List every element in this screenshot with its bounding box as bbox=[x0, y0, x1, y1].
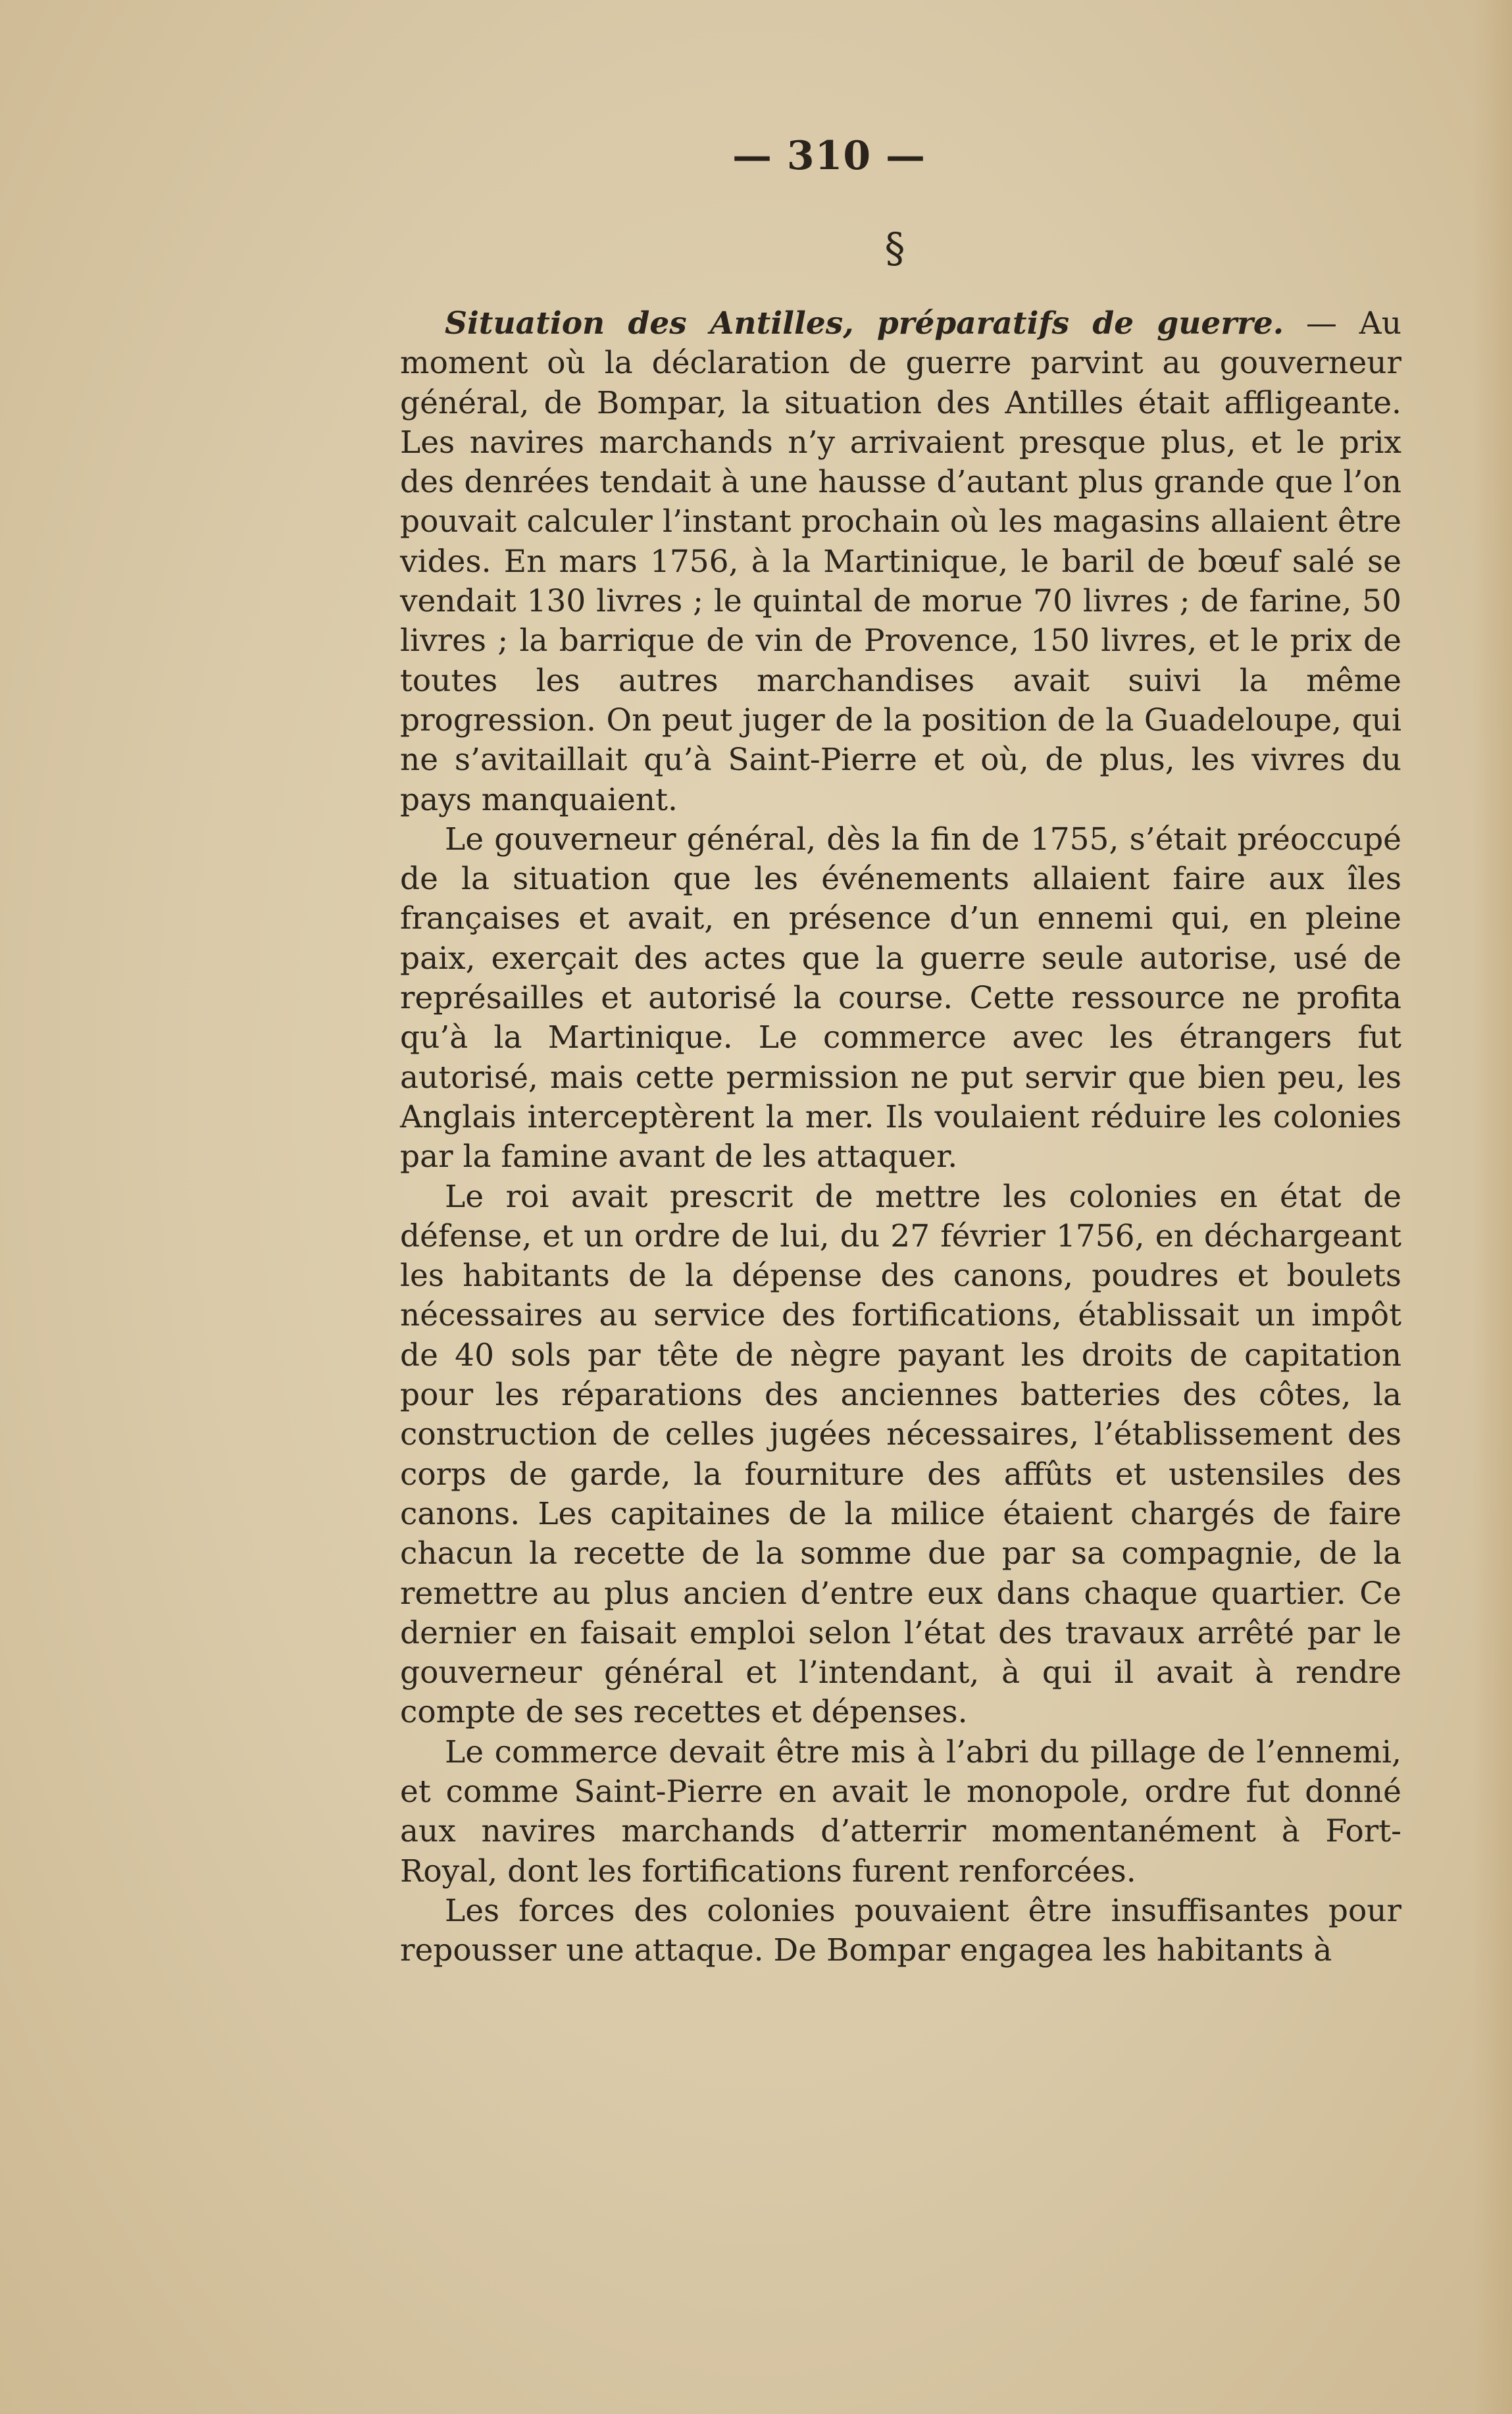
paragraph-2: Le gouverneur général, dès la fin de 1755, s’était préoccupé de la situation que les événements allaient faire aux îles françaises et avait, en présence d’un ennemi qui, en pleine paix, exerçait des actes que la guerre seule autorise, usé de représailles et autorisé la course. Cette ressource ne profita qu’à la Martinique. Le commerce avec les étrangers fut autorisé, mais cette permission ne put servir que bien peu, les Anglais interceptèrent la mer. Ils voulaient réduire les colonies par la famine avant de les attaquer. bbox=[400, 821, 1401, 1175]
paragraph-5: Les forces des colonies pouvaient être insuffisantes pour repousser une attaque. De Bompar engagea les habitants à bbox=[400, 1892, 1401, 1969]
body-text bbox=[400, 304, 1401, 1970]
paragraph-4: Le commerce devait être mis à l’abri du pillage de l’ennemi, et comme Saint-Pierre en avait le monopole, ordre fut donné aux navires marchands d’atterrir momentanément à Fort-Royal, dont les fortifications furent renforcées. bbox=[400, 1733, 1401, 1889]
section-heading: Situation des Antilles, préparatifs de guerre. bbox=[445, 305, 1284, 342]
section-mark: § bbox=[884, 224, 905, 272]
paragraph-1-text: — Au moment où la déclaration de guerre parvint au gouverneur général, de Bompar, la situation des Antilles était affligeante. Les navires marchands n’y arrivaient presque plus, et le prix des denrées tendait à une hausse d’autant plus grande que l’on pouvait calculer l’instant prochain où les magasins allaient être vides. En mars 1756, à la Martinique, le baril de bœuf salé se vendait 130 livres ; le quintal de morue 70 livres ; de farine, 50 livres ; la barrique de vin de Provence, 150 livres, et le prix de toutes les autres marchandises avait suivi la même progression. On peut juger de la position de la Guadeloupe, qui ne s’avitaillait qu’à Saint-Pierre et où, de plus, les vivres du pays manquaient. bbox=[400, 305, 1401, 818]
page-number: — 310 — bbox=[732, 133, 926, 179]
page-edge-shadow bbox=[1473, 0, 1512, 2414]
paragraph-1 bbox=[400, 304, 1401, 820]
paragraph-3: Le roi avait prescrit de mettre les colonies en état de défense, et un ordre de lui, du 27 février 1756, en déchargeant les habitants de la dépense des canons, poudres et boulets nécessaires au service des fortifications, établissait un impôt de 40 sols par tête de nègre payant les droits de capitation pour les réparations des anciennes batteries des côtes, la construction de celles jugées nécessaires, l’établissement des corps de garde, la fourniture des affûts et ustensiles des canons. Les capitaines de la milice étaient chargés de faire chacun la recette de la somme due par sa compagnie, de la remettre au plus ancien d’entre eux dans chaque quartier. Ce dernier en faisait emploi selon l’état des travaux arrêté par le gouverneur général et l’intendant, à qui il avait à rendre compte de ses recettes et dépenses. bbox=[400, 1178, 1401, 1731]
